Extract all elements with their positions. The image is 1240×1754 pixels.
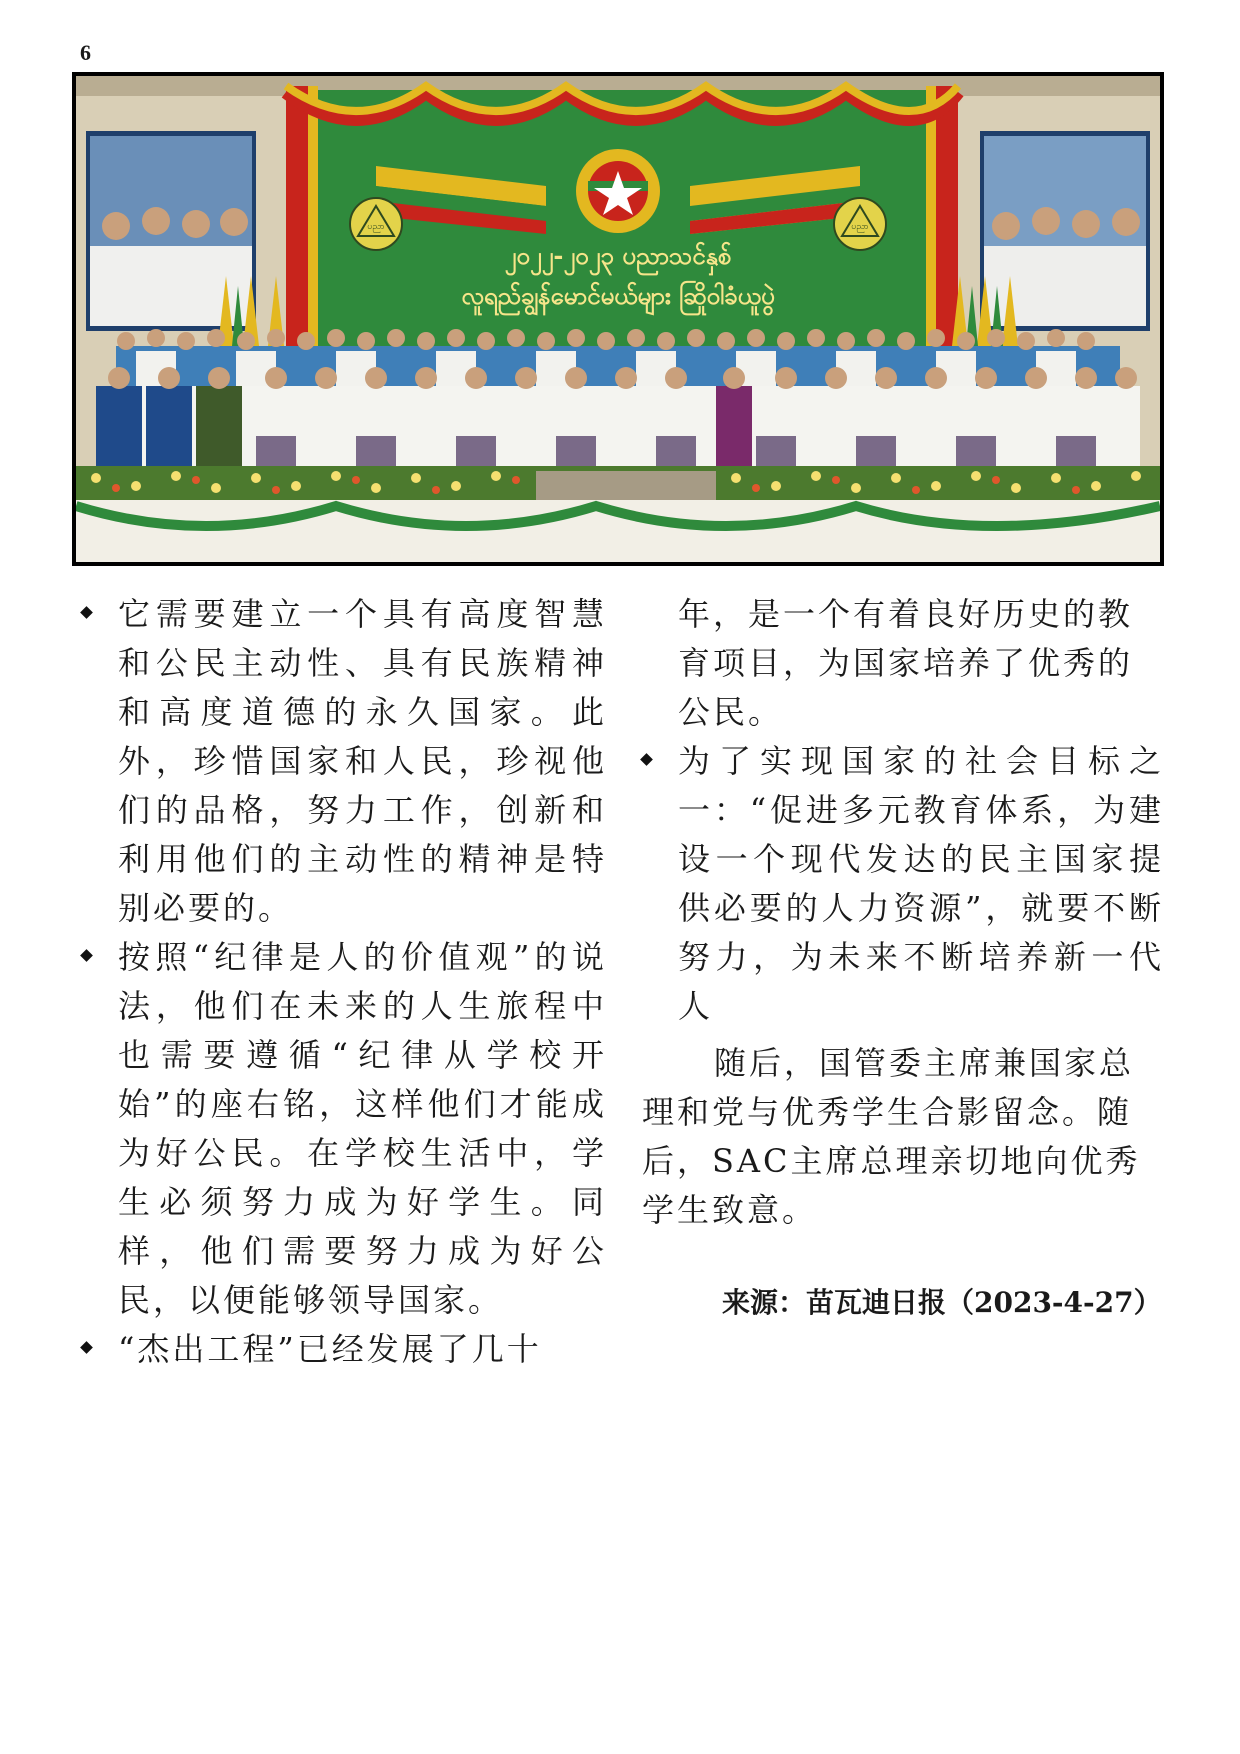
bullet-text: 按照“纪律是人的价值观”的说法，他们在未来的人生旅程中也需要遵循“纪律从学校开始”的座右铭，这样他们才能成为好公民。在学校生活中，学生必须努力成为好学生。同样，他们需要努力成为好公民，以便能够领导国家。 [118, 938, 607, 1319]
right-round-logo [834, 198, 886, 250]
bullet-item [642, 737, 1164, 1031]
svg-text:ပညာ: ပညာ [851, 222, 869, 232]
bullet-item [82, 590, 607, 933]
left-video-screen [86, 131, 256, 331]
bullet-continuation-text: 年，是一个有着良好历史的教育项目，为国家培养了优秀的公民。 [678, 595, 1134, 731]
right-video-screen [980, 131, 1150, 331]
closing-paragraph: 随后，国管委主席兼国家总理和党与优秀学生合影留念。随后，SAC主席总理亲切地向优秀学生致意。 [642, 1044, 1141, 1229]
ceremony-photo [72, 72, 1164, 566]
bullet-diamond-icon [640, 753, 653, 766]
source-credit: 来源：苗瓦迪日报（2023-4-27） [722, 1286, 1162, 1319]
bullet-diamond-icon [80, 949, 93, 962]
left-column [82, 590, 607, 1374]
page-number: 6 [80, 40, 91, 65]
banner-title-line1: ၂၀၂၂-၂၀၂၃ ပညာသင်နှစ် [504, 241, 732, 270]
state-emblem [576, 149, 660, 233]
bullet-diamond-icon [80, 1341, 93, 1354]
banner-title-line2: လူရည်ချွန်မောင်မယ်များ ဆြိုဝါခံယူပွဲ [461, 281, 775, 310]
bullet-text: 为了实现国家的社会目标之一：“促进多元教育体系，为建设一个现代发达的民主国家提供必要的人力资源”，就要不断努力，为未来不断培养新一代人 [678, 742, 1164, 1025]
svg-text:ပညာ: ပညာ [367, 222, 385, 232]
bullet-item [82, 933, 607, 1325]
left-round-logo [350, 198, 402, 250]
bullet-diamond-icon [80, 606, 93, 619]
right-column [642, 590, 1164, 1323]
bullet-text: 它需要建立一个具有高度智慧和公民主动性、具有民族精神和高度道德的永久国家。此外，珍惜国家和人民，珍视他们的品格，努力工作，创新和利用他们的主动性的精神是特别必要的。 [118, 595, 607, 927]
bullet-text: “杰出工程”已经发展了几十 [118, 1330, 542, 1368]
group-photo-illustration [76, 76, 1160, 562]
bullet-item [82, 1325, 607, 1374]
article-body [82, 590, 1164, 1590]
